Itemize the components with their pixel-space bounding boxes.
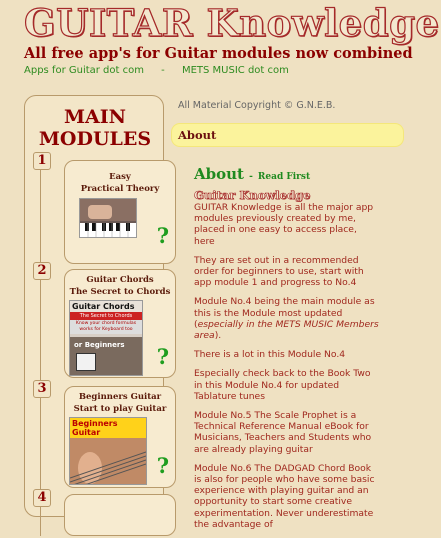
module-3-title	[65, 391, 175, 415]
module-3-image[interactable]	[69, 417, 147, 485]
read-first-label: Read First	[257, 172, 311, 182]
module-2-title-line2: The Secret to Chords	[69, 287, 171, 297]
paragraph-module-4-emphasis: especially in the METS MUSIC Members area	[194, 318, 379, 342]
mets-music-link[interactable]: METS MUSIC dot com	[181, 65, 289, 76]
paragraph-lot: There is a lot in this Module No.4	[194, 349, 346, 361]
module-2-card[interactable]	[64, 269, 176, 378]
module-4-number: 4	[33, 489, 51, 507]
about-heading-dash: -	[249, 172, 253, 182]
about-bar-label: About	[178, 128, 217, 142]
module-1-number: 1	[33, 152, 51, 170]
apps-for-guitar-link[interactable]: Apps for Guitar dot com	[24, 65, 144, 76]
main-modules-sidebar	[24, 95, 171, 517]
module-3-title-line2: Start to play Guitar	[73, 404, 167, 414]
paragraph-intro: GUITAR Knowledge is all the major app modules previously created by me, placed in one easy to access place, here	[194, 202, 374, 247]
module-2-image-caption: or Beginners	[74, 341, 125, 349]
module-3-image-heading: Beginners Guitar	[70, 418, 146, 438]
module-1-help-icon[interactable]: ?	[156, 223, 169, 248]
about-content	[194, 164, 379, 538]
link-separator: -	[161, 65, 165, 76]
module-2-help-icon[interactable]: ?	[156, 344, 169, 369]
module-2-chord-diagram	[76, 353, 96, 371]
module-2-image-text-line2: works for Keyboard too	[79, 327, 133, 332]
module-3-help-icon[interactable]: ?	[156, 453, 169, 478]
paragraph-module-5: Module No.5 The Scale Prophet is a Technical Reference Manual eBook for Musicians, Teachers and Students who are already playing guitar	[194, 410, 372, 455]
paragraph-module-4-text2: ).	[214, 330, 222, 342]
module-3-number: 3	[33, 380, 51, 398]
module-1-title-line1: Easy	[109, 172, 131, 182]
module-1-image[interactable]	[79, 198, 137, 238]
about-heading	[194, 164, 379, 183]
paragraph-order: They are set out in a recommended order for beginners to use, start with app module 1 and progress to No.4	[194, 254, 364, 289]
copyright-notice: All Material Copyright © G.N.E.B.	[178, 100, 336, 111]
sidebar-title-line1: MAIN	[63, 106, 127, 128]
sidebar-title-line2: MODULES	[38, 128, 152, 150]
paragraph-module-4-text1: Module No.4 being the main module as this is the Module most updated (	[194, 296, 375, 330]
site-title: GUITAR Knowledge	[24, 1, 440, 45]
module-2-title-line1: Guitar Chords	[86, 275, 154, 285]
top-links	[24, 65, 289, 76]
module-3-card[interactable]	[64, 386, 176, 488]
module-2-image-text	[70, 320, 142, 334]
module-3-title-line1: Beginners Guitar	[78, 392, 162, 402]
paragraph-module-6: Module No.6 The DADGAD Chord Book is also for people who have some basic experience with playing guitar and an opportunity to start some creative experimentation. Never underestimate the advantage of	[194, 462, 375, 530]
module-4-card[interactable]	[64, 494, 176, 536]
module-1-card[interactable]	[64, 160, 176, 264]
module-2-image-subtitle: The Secret to Chords	[70, 312, 142, 320]
module-2-number: 2	[33, 262, 51, 280]
module-1-title	[65, 171, 175, 195]
sidebar-title	[25, 106, 165, 150]
module-2-image-text-line1: Know your chord formulas	[75, 321, 137, 326]
module-2-title	[65, 274, 175, 298]
about-heading-title: About	[194, 165, 244, 183]
module-connector-line	[40, 156, 41, 536]
module-2-image-heading: Guitar Chords	[70, 301, 142, 312]
module-1-title-line2: Practical Theory	[80, 184, 160, 194]
guitar-knowledge-subtitle: Guitar Knowledge	[194, 188, 311, 202]
paragraph-book-two: Especially check back to the Book Two in this Module No.4 for updated Tablature tunes	[194, 368, 371, 402]
tagline: All free app's for Guitar modules now combined	[24, 45, 413, 62]
paragraph-module-4	[194, 296, 379, 341]
module-3-guitar-photo	[70, 438, 146, 485]
module-2-image[interactable]	[69, 300, 143, 376]
about-bar[interactable]	[172, 124, 403, 146]
